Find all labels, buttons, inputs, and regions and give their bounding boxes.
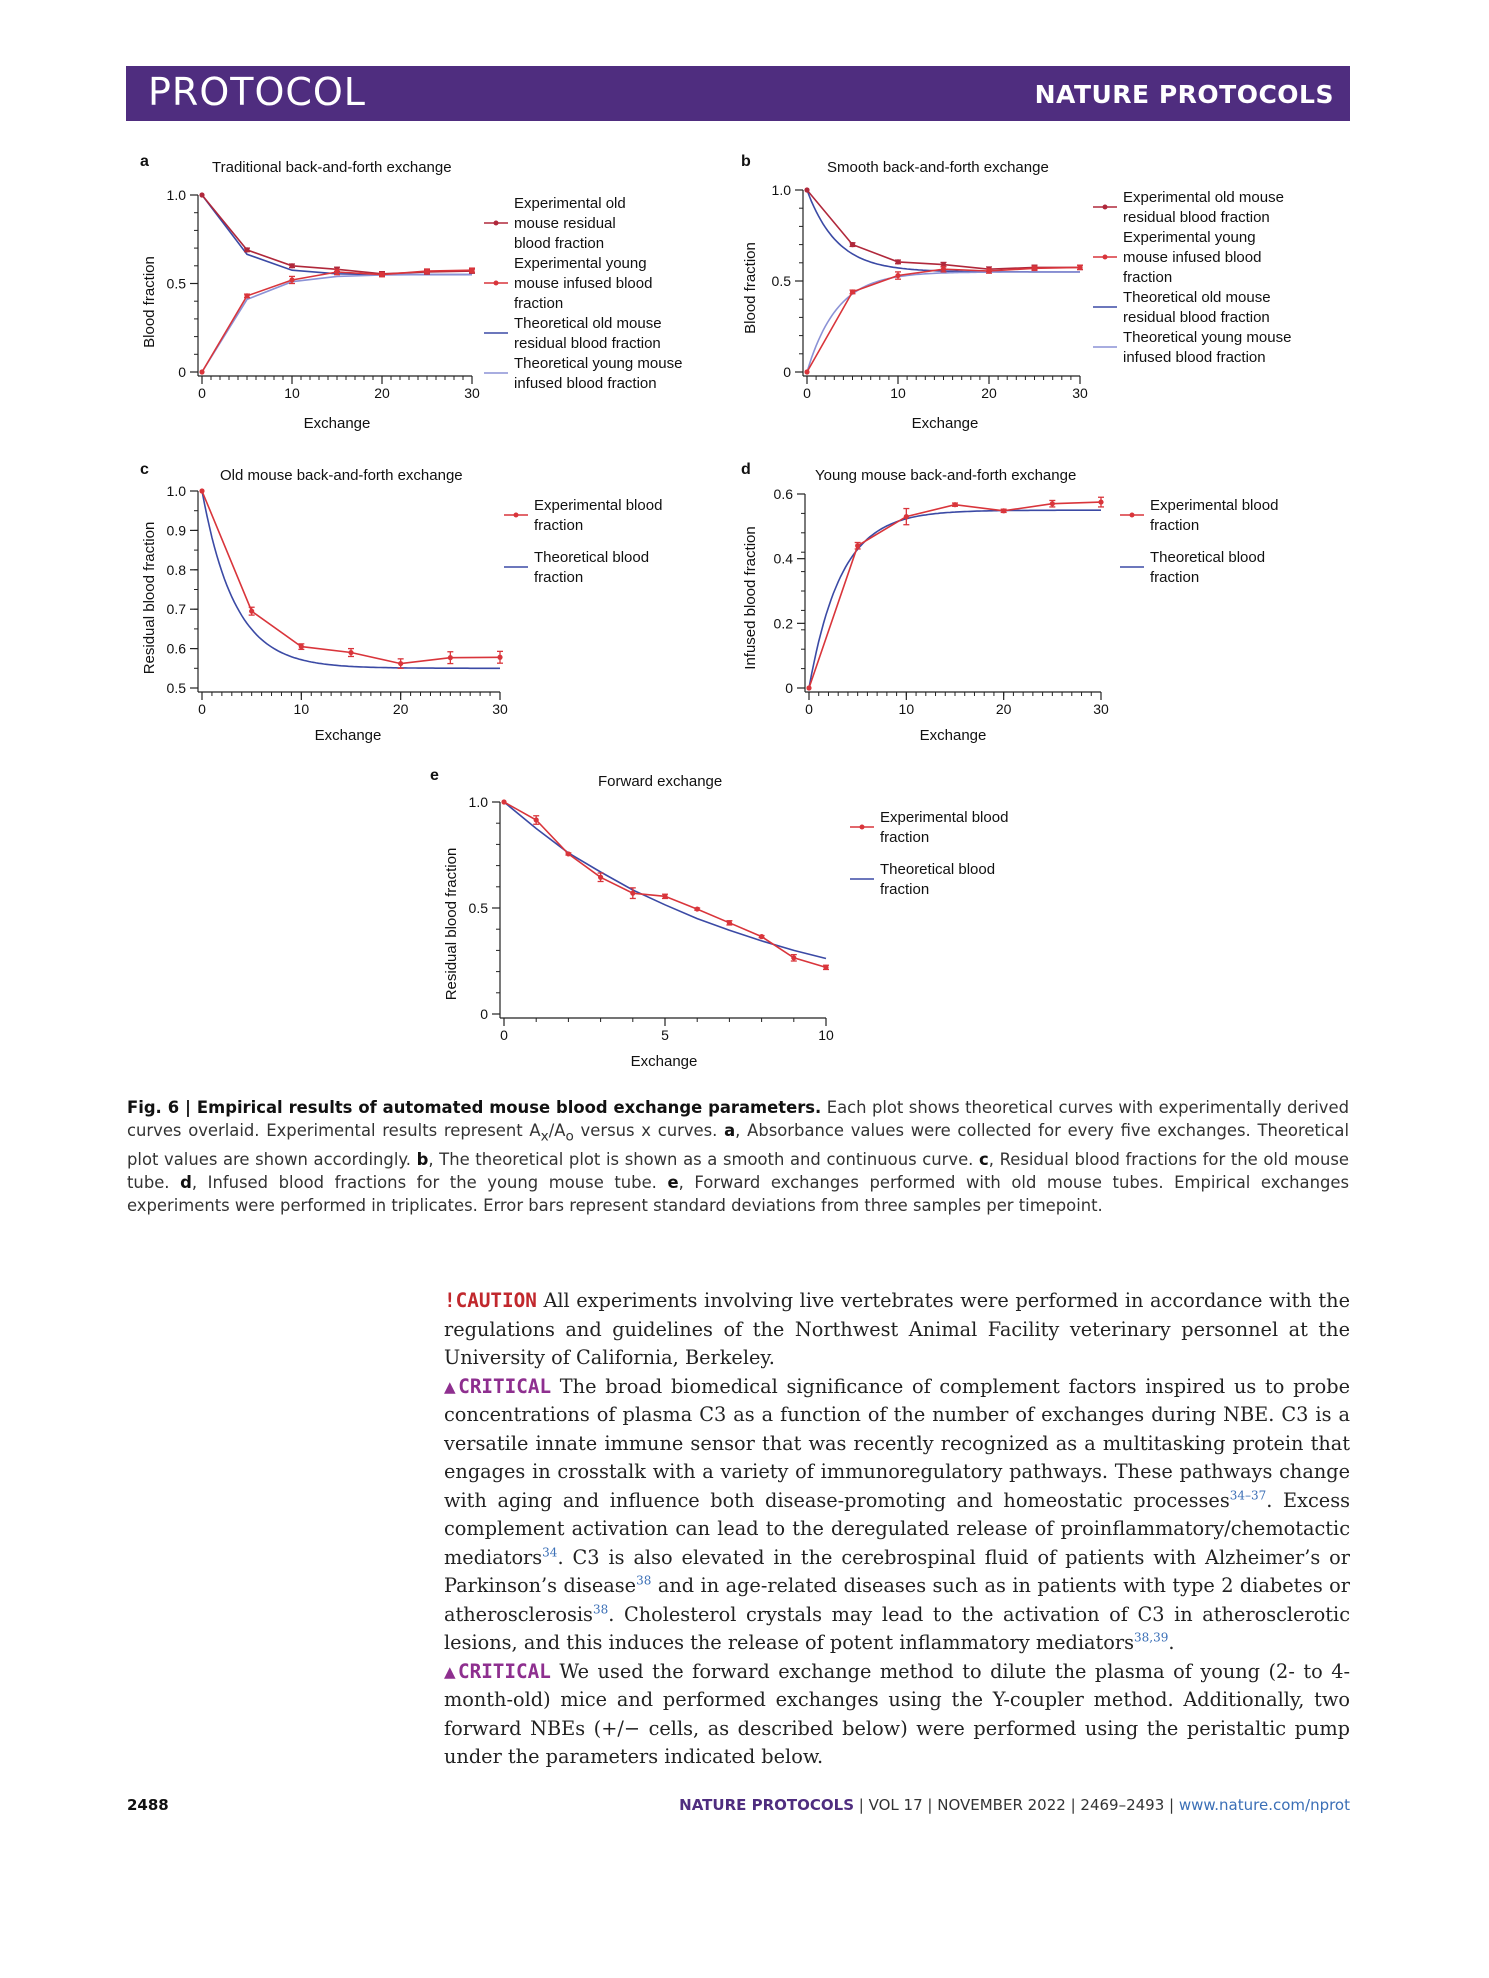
data-point [806,685,811,690]
legend-text: residual blood fraction [1123,309,1270,326]
footer-url-link[interactable]: www.nature.com/nprot [1178,1796,1350,1814]
caption-e-text: , Forward exchanges performed with old mouse tubes. Empirical exchanges experiments were performed in triplicates. Error bars represent standard deviations from three samples per timepoint. [127,1173,1349,1216]
data-point [1001,508,1006,513]
data-point [727,920,732,925]
chart-title-e: Forward exchange [598,773,723,790]
legend-text: Experimental old [514,195,626,212]
chart-b [735,150,1355,435]
legend-text: Theoretical blood [880,861,996,878]
legend-text: Theoretical blood [1150,549,1266,566]
legend-marker [1103,255,1108,260]
chart-c [134,458,754,748]
figure-caption [127,1096,1349,1217]
legend-text: Experimental old mouse [1123,189,1284,206]
caption-c-text: , Residual blood fractions for the old mouse tube. [127,1150,1349,1193]
experimental-series-line [202,195,472,274]
legend-text: fraction [1150,517,1200,534]
x-tick-label: 10 [284,385,300,401]
data-point [497,655,502,660]
caution-paragraph [444,1287,1350,1373]
legend-text: mouse infused blood [1123,249,1262,266]
x-tick-label: 30 [492,701,508,717]
experimental-series-line [809,502,1101,688]
legend-text: Theoretical young mouse [514,355,683,372]
data-point [199,488,204,493]
experimental-series-line [807,267,1080,372]
legend-text: fraction [1150,569,1200,586]
footer-volume: VOL 17 [868,1796,923,1814]
x-tick-label: 10 [818,1027,834,1043]
critical2-text: We used the forward exchange method to dilute the plasma of young (2- to 4-month-old) mice and performed exchanges using the Y-coupler method. Additionally, two forward NBEs (+/− cells, as described below) were performed using the peristaltic pump under the parameters indicated below. [444,1659,1350,1768]
chart-title-b: Smooth back-and-forth exchange [827,159,1049,176]
experimental-series-line [202,491,500,664]
y-tick-label: 0 [178,364,186,380]
x-tick-label: 0 [500,1027,508,1043]
y-tick-label: 0 [783,364,791,380]
y-tick-label: 1.0 [468,794,488,810]
chart-d [735,458,1355,748]
y-tick-label: 0 [480,1006,488,1022]
legend-text: mouse residual [514,215,616,232]
data-point [941,267,946,272]
y-tick-label: 1.0 [771,182,791,198]
chart-title-d: Young mouse back-and-forth exchange [815,467,1077,484]
data-point [379,272,384,277]
legend-text: Experimental blood [534,497,663,514]
critical1-e: . Cholesterol crystals may lead to the activation of C3 in atherosclerotic lesions, and this induces the release of potent inflammatory mediators [444,1602,1350,1654]
footer-pages: 2469–2493 [1080,1796,1165,1814]
x-tick-label: 10 [293,701,310,717]
legend-marker [1130,513,1135,518]
caption-sub-o: o [565,1128,574,1145]
legend-text: blood fraction [514,235,605,252]
legend-text: infused blood fraction [1123,349,1266,366]
legend-text: Theoretical old mouse [514,315,662,332]
y-tick-label: 0.2 [773,615,793,632]
legend-c [504,497,662,586]
y-axis-label-b: Blood fraction [742,242,759,334]
caption-text-1: Each plot shows theoretical curves with experimentally derived curves overlaid. Experimental results represent A [127,1098,1349,1140]
legend-text: Experimental young [1123,229,1256,246]
legend-text: mouse infused blood [514,275,653,292]
y-axis-label-a: Blood fraction [141,256,158,348]
caption-b-text: , The theoretical plot is shown as a smooth and continuous curve. [428,1150,980,1170]
data-point [850,289,855,294]
caption-sub-x: x [540,1128,549,1145]
x-tick-label: 10 [890,385,906,401]
x-tick-label: 5 [661,1027,669,1043]
legend-e [850,809,1008,898]
y-tick-label: 0.6 [166,640,186,657]
panel-label-a: a [140,153,149,170]
critical-paragraph-2 [444,1658,1350,1772]
critical-tag-1: ▲CRITICAL [444,1374,552,1398]
chart-title-a: Traditional back-and-forth exchange [212,159,452,176]
x-tick-label: 30 [1093,701,1109,717]
theoretical-series-line [809,510,1101,688]
caption-lead: Fig. 6 | Empirical results of automated mouse blood exchange parameters. [127,1098,822,1117]
legend-text: Experimental blood [880,809,1009,826]
data-point [469,268,474,273]
plot-area-a [167,187,480,401]
legend-text: fraction [534,569,584,586]
data-point [823,965,828,970]
x-tick-label: 0 [198,385,206,401]
data-point [244,247,249,252]
data-point [448,655,453,660]
critical-tag-2: ▲CRITICAL [444,1659,551,1683]
legend-marker [494,221,499,226]
x-axis-label-e: Exchange [630,1053,698,1070]
y-tick-label: 1.0 [166,187,186,203]
x-axis-label-a: Exchange [303,415,371,432]
data-point [289,277,294,282]
x-tick-label: 0 [803,385,811,401]
figure-panel-c [134,458,754,748]
chart-a [134,150,714,435]
data-point [695,906,700,911]
data-point [952,502,957,507]
data-point [534,817,539,822]
data-point [334,269,339,274]
data-point [791,955,796,960]
footer-date: NOVEMBER 2022 [937,1796,1066,1814]
data-point [1077,265,1082,270]
data-point [895,259,900,264]
caption-b: b [416,1150,429,1170]
data-point [1050,501,1055,506]
y-tick-label: 0.5 [771,273,791,289]
x-tick-label: 20 [392,701,409,717]
experimental-series-line [202,270,472,372]
data-point [662,894,667,899]
panel-label-b: b [741,153,751,170]
x-axis-label-c: Exchange [314,727,382,744]
x-tick-label: 20 [995,701,1012,717]
data-point [249,609,254,614]
header-banner [126,66,1350,121]
plot-area-d [774,486,1109,717]
critical1-f: . [1168,1631,1175,1654]
x-tick-label: 0 [198,701,206,717]
x-tick-label: 10 [898,701,915,717]
y-axis-label-d: Infused blood fraction [742,526,759,670]
data-point [598,875,603,880]
legend-marker [1103,205,1108,210]
data-point [855,543,860,548]
caption-a: a [724,1121,736,1140]
legend-text: Theoretical young mouse [1123,329,1292,346]
y-axis-label-c: Residual blood fraction [141,521,158,675]
legend-text: fraction [880,829,930,846]
footer-sep-2: | [922,1796,938,1814]
plot-area-b [772,182,1088,401]
x-tick-label: 30 [1072,385,1088,401]
x-tick-label: 20 [981,385,997,401]
footer-journal: NATURE PROTOCOLS [679,1796,855,1814]
legend-text: fraction [514,295,564,312]
critical1-a: The broad biomedical significance of complement factors inspired us to probe concentrations of plasma C3 as a function of the number of exchanges during NBE. C3 is a versatile innate immune sensor that was recently recognized as a multitasking protein that engages in crosstalk with a variety of immunoregulatory pathways. These pathways change with aging and influence both disease-promoting and homeostatic processes [444,1374,1350,1512]
chart-e [420,764,1100,1074]
y-tick-label: 0.5 [166,680,186,696]
caution-text: All experiments involving live vertebrates were performed in accordance with the regulations and guidelines of the Northwest Animal Facility veterinary personnel at the University of California, Berkeley. [444,1289,1350,1369]
data-point [804,187,809,192]
legend-text: Experimental young [514,255,647,272]
theoretical-series-line [807,190,1080,272]
y-tick-label: 0.5 [468,900,488,916]
x-tick-label: 30 [464,385,480,401]
y-axis-label-e: Residual blood fraction [443,847,460,1001]
legend-b [1093,189,1291,366]
reference-link-5[interactable]: 38,39 [1134,1630,1169,1645]
footer-sep-1: | [854,1796,869,1814]
data-point [986,268,991,273]
x-axis-label-b: Exchange [911,415,979,432]
theoretical-series-line [504,802,826,959]
data-point [299,644,304,649]
reference-link-4[interactable]: 38 [592,1602,609,1617]
data-point [199,192,204,197]
legend-text: fraction [880,881,930,898]
data-point [1032,266,1037,271]
experimental-series-line [807,190,1080,269]
theoretical-series-line [202,491,500,668]
caption-text-2: versus x curves. [573,1121,725,1140]
reference-link-1[interactable]: 34–37 [1229,1488,1267,1503]
x-tick-label: 0 [805,701,813,717]
data-point [244,293,249,298]
data-point [895,273,900,278]
data-point [566,851,571,856]
panel-label-d: d [741,461,751,478]
y-tick-label: 0.8 [166,561,186,578]
legend-text: Theoretical blood [534,549,650,566]
critical1-c: . C3 is also elevated in the cerebrospinal fluid of patients with Alzheimer’s or Parkinson’s disease [444,1545,1350,1597]
legend-text: residual blood fraction [1123,209,1270,226]
data-point [630,891,635,896]
legend-a [484,195,682,392]
x-tick-label: 20 [374,385,390,401]
data-point [759,934,764,939]
figure-panel-d [735,458,1355,748]
caption-c: c [979,1150,989,1170]
critical-paragraph-1 [444,1373,1350,1658]
journal-title: NATURE PROTOCOLS [1034,80,1334,109]
figure-panel-a [134,150,714,435]
data-point [850,242,855,247]
y-tick-label: 0.4 [773,550,793,567]
y-tick-label: 0.5 [166,275,186,292]
data-point [398,661,403,666]
y-tick-label: 0.9 [166,522,186,539]
critical1-b: . Excess complement activation can lead to the deregulated release of proinflammatory/chemotactic mediators [444,1488,1350,1569]
data-point [804,369,809,374]
theoretical-series-line [202,195,472,275]
data-point [289,263,294,268]
theoretical-series-line [807,272,1080,372]
legend-text: Experimental blood [1150,497,1279,514]
reference-link-3[interactable]: 38 [636,1573,652,1588]
section-title: PROTOCOL [148,70,366,114]
page-number: 2488 [127,1796,169,1814]
experimental-series-line [504,802,826,967]
y-tick-label: 0.6 [773,486,793,502]
data-point [199,369,204,374]
legend-text: fraction [1123,269,1173,286]
caption-slash: /A [548,1121,566,1140]
footer-citation [679,1796,1350,1814]
y-tick-label: 0 [785,680,793,696]
figure-panel-b [735,150,1355,435]
x-axis-label-d: Exchange [919,727,987,744]
legend-marker [860,825,865,830]
caption-a-text: , Absorbance values were collected for every five exchanges. Theoretical plot values are shown accordingly. [127,1121,1350,1170]
plot-area-c [167,483,508,717]
reference-link-2[interactable]: 34 [542,1545,558,1560]
chart-title-c: Old mouse back-and-forth exchange [220,467,463,484]
data-point [501,799,506,804]
critical1-d: and in age-related diseases such as in patients with type 2 diabetes or atherosclerosis [444,1574,1350,1626]
legend-text: infused blood fraction [514,375,657,392]
legend-text: Theoretical old mouse [1123,289,1271,306]
panel-label-e: e [430,767,439,784]
y-tick-label: 1.0 [166,483,186,499]
caution-tag: !CAUTION [444,1289,537,1312]
data-point [424,269,429,274]
legend-text: fraction [534,517,584,534]
footer-sep-3: | [1065,1796,1081,1814]
data-point [904,514,909,519]
legend-text: residual blood fraction [514,335,661,352]
data-point [348,650,353,655]
legend-d [1120,497,1278,586]
footer-sep-4: | [1164,1796,1179,1814]
figure-panel-e [420,764,1100,1074]
caption-e: e [667,1173,679,1193]
data-point [1098,499,1103,504]
caption-d: d [180,1173,192,1193]
y-tick-label: 0.7 [166,601,186,618]
caption-d-text: , Infused blood fractions for the young mouse tube. [191,1173,668,1193]
theoretical-series-line [202,275,472,372]
legend-marker [494,281,499,286]
plot-area-e [469,794,834,1043]
body-text [444,1287,1350,1772]
panel-label-c: c [140,461,149,478]
legend-marker [514,513,519,518]
